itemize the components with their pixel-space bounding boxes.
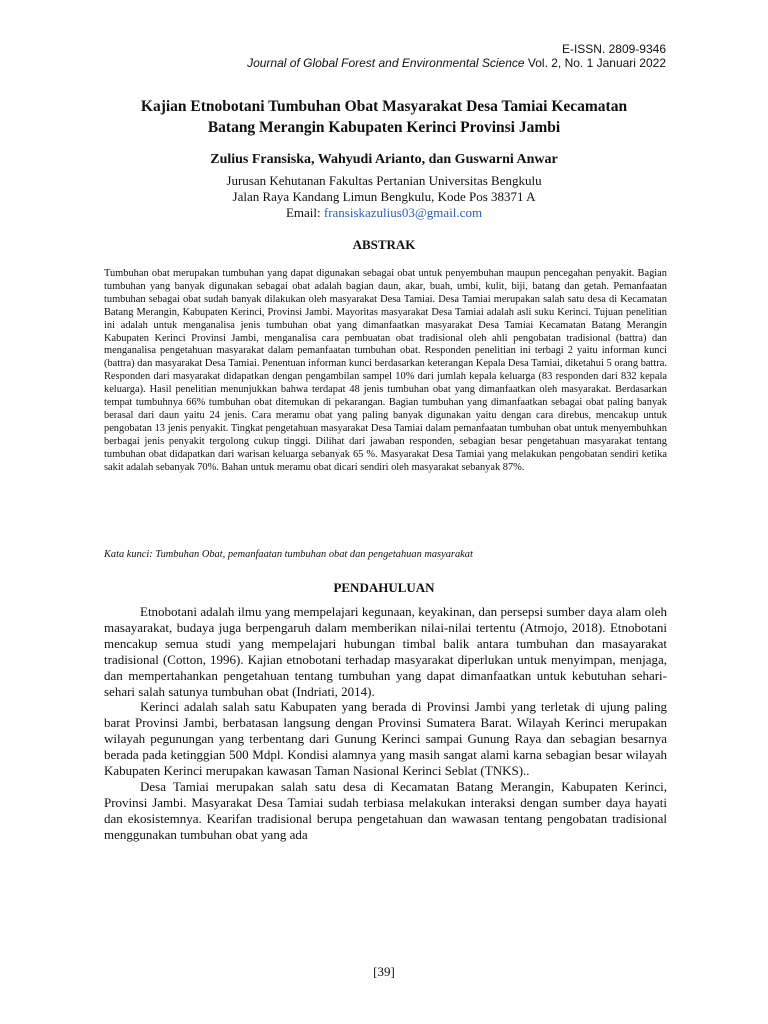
title-line-2: Batang Merangin Kabupaten Kerinci Provinsi Jambi	[207, 119, 561, 136]
journal-volume: Vol. 2, No. 1 Januari 2022	[524, 56, 666, 70]
keywords: Kata kunci: Tumbuhan Obat, pemanfaatan tumbuhan obat dan pengetahuan masyarakat	[104, 549, 473, 560]
introduction-paragraph: Kerinci adalah salah satu Kabupaten yang berada di Provinsi Jambi yang terletak di ujung paling barat Provinsi Jambi, berbatasan langsung dengan Provinsi Sumatera Barat. Wilayah Kerinci merupakan wilayah pegunungan yang terbentang dari Gunung Kerinci sampai Gunung Raya dan sebagian besarnya berada pada ketinggian 500 Mdpl. Kondisi alamnya yang masih sangat alami karna sebagian besar wilayah Kabupaten Kerinci merupakan kawasan Taman Nasional Kerinci Seblat (TNKS)..	[104, 699, 667, 779]
abstract-text: Tumbuhan obat merupakan tumbuhan yang dapat digunakan sebagai obat untuk penyembuhan maupun pencegahan penyakit. Bagian tumbuhan yang banyak digunakan sebagai obat adalah bagian daun, akar, buah, umbi, kulit, biji, batang dan getah. Pemanfaatan tumbuhan sebagai obat sudah banyak dilakukan oleh masyarakat Desa Tamiai. Desa Tamiai merupakan salah satu desa di Kecamatan Batang Merangin, Kabupaten Kerinci, Provinsi Jambi. Mayoritas masyarakat Desa Tamiai adalah asli suku Kerinci. Tujuan penelitian ini adalah untuk menganalisa jenis tumbuhan obat yang dimanfaatkan masyarakat Desa Tamiai Kecamatan Batang Merangin Kabupaten Kerinci Provinsi Jambi, menganalisa cara pembuatan obat tradisional oleh ahli pengobatan tradisional (battra) dan menganalisa pengetahuan masyarakat dalam pemanfaatan tumbuhan obat. Responden penelitian ini terbagi 2 yaitu informan kunci (battra) dan masyarakat Desa Tamiai. Penentuan informan kunci berdasarkan keterangan Kepala Desa Tamiai, diketahui 5 orang battra. Responden dari masyarakat didapatkan dengan pengambilan sampel 10% dari jumlah kepala keluarga (83 responden dari 832 kepala keluarga). Hasil penelitian menunjukkan bahwa terdapat 48 jenis tumbuhan obat yang dimanfaatkan oleh masyarakat. Berdasarkan tempat tumbuhnya 66% tumbuhan obat ditemukan di pekarangan. Bagian tumbuhan yang dimanfaatkan sebagai obat paling banyak berasal dari daun yaitu 24 jenis. Cara meramu obat yang paling banyak digunakan yaitu dengan cara direbus, mencakup untuk pengobatan 13 jenis penyakit. Tingkat pengetahuan masyarakat Desa Tamiai dalam pemanfaatan tumbuhan obat untuk menyembuhkan berbagai jenis penyakit tergolong cukup tinggi. Dilihat dari jawaban responden, sebagian besar pengetahuan masyarakat tentang tumbuhan obat didapatkan dari warisan keluarga sebanyak 65 %. Masyarakat Desa Tamiai yang melakukan pengobatan sendiri ketika sakit adalah sebanyak 70%. Bahan untuk meramu obat dicari sendiri oleh masyarakat sebanyak 87%.	[104, 268, 667, 473]
author-list: Zulius Fransiska, Wahyudi Arianto, dan Guswarni Anwar	[210, 152, 558, 167]
affiliation	[80, 173, 688, 221]
journal-header	[247, 56, 666, 71]
introduction-paragraph: Desa Tamiai merupakan salah satu desa di Kecamatan Batang Merangin, Kabupaten Kerinci, Provinsi Jambi. Masyarakat Desa Tamiai sudah terbiasa melakukan interaksi dengan sumber daya hayati dan ekosistemnya. Kearifan tradisional berupa pengetahuan dan wawasan tentang pengobatan tradisional menggunakan tumbuhan obat yang ada	[104, 778, 667, 842]
affiliation-address: Jalan Raya Kandang Limun Bengkulu, Kode Pos 38371 A	[232, 189, 536, 204]
issn-header: E-ISSN. 2809-9346	[561, 42, 666, 56]
page-number: [39]	[373, 964, 395, 979]
abstract-heading: ABSTRAK	[352, 237, 416, 252]
title-line-1: Kajian Etnobotani Tumbuhan Obat Masyarakat Desa Tamiai Kecamatan	[140, 98, 628, 115]
introduction-body	[104, 604, 667, 843]
paper-title	[80, 96, 688, 138]
email-label: Email:	[285, 205, 324, 220]
journal-name: Journal of Global Forest and Environmental Science	[247, 56, 525, 70]
email-link[interactable]: fransiskazulius03@gmail.com	[323, 205, 483, 220]
affiliation-department: Jurusan Kehutanan Fakultas Pertanian Universitas Bengkulu	[226, 173, 542, 188]
introduction-heading: PENDAHULUAN	[333, 580, 435, 595]
introduction-paragraph: Etnobotani adalah ilmu yang mempelajari kegunaan, keyakinan, dan persepsi sumber daya alam oleh masayarakat, budaya juga berpengaruh dalam memberikan nilai-nilai tertentu (Atmojo, 2018). Etnobotani mencakup semua studi yang mempelajari hubungan timbal balik antara tumbuhan dan masayarakat tradisional (Cotton, 1996). Kajian etnobotani terhadap masyarakat diperlukan untuk menyimpan, menjaga, dan mempertahankan pengetahuan tentang tumbuhan yang dapat dimanfaatkan untuk kebutuhan sehari-sehari salah satunya tumbuhan obat (Indriati, 2014).	[104, 604, 667, 699]
affiliation-email-line	[80, 205, 688, 221]
